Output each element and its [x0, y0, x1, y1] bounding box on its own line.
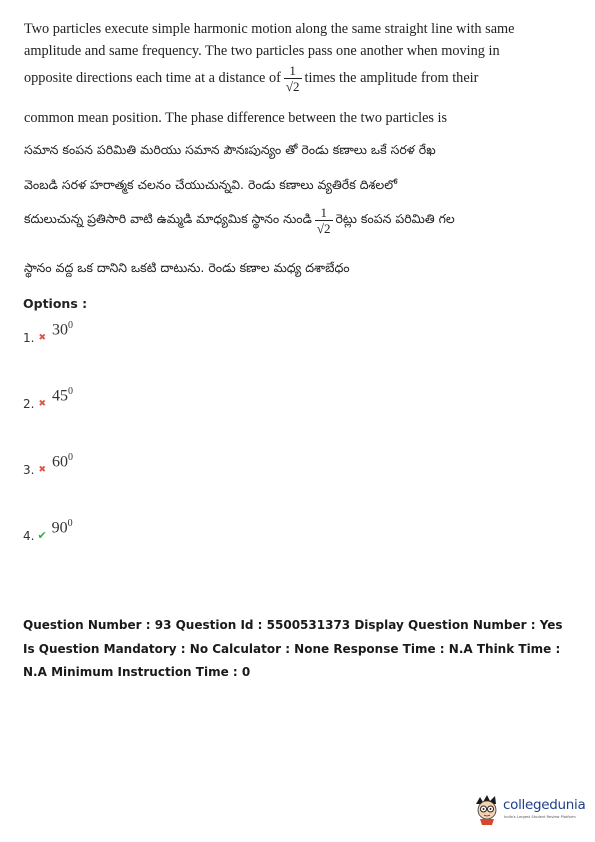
option-1[interactable]: [23, 320, 73, 346]
cross-icon: ✖: [38, 399, 46, 410]
mascot-icon: [472, 794, 502, 826]
fraction-one-over-root-two: [284, 63, 302, 94]
check-icon: ✔: [37, 529, 47, 543]
telugu-line-2: వెంబడి సరళ హరాత్మక చలనం చేయుచున్నవి. రెండు కణాలు వ్యతిరేక దిశలలో: [24, 177, 398, 192]
question-line-2: amplitude and same frequency. The two particles pass one another when moving in: [24, 43, 500, 59]
option-value: $60^0$: [52, 452, 73, 471]
option-number: 2.: [23, 397, 35, 412]
option-number: 3.: [23, 463, 35, 478]
cross-icon: ✖: [38, 465, 46, 476]
telugu-line-3: [24, 205, 455, 236]
option-value: $90^0$: [51, 518, 73, 537]
option-number: 1.: [23, 331, 35, 346]
telugu-line-3-end: రెట్లు కంపన పరిమితి గల: [335, 211, 455, 226]
logo-wordmark: collegedunia: [503, 797, 586, 813]
option-value: $45^0$: [52, 386, 73, 405]
option-2[interactable]: [23, 386, 73, 412]
telugu-line-3-start: కదులుచున్న ప్రతిసారి వాటి ఉమ్మడి మాధ్యమిక స్థానం నుండి: [24, 211, 312, 226]
fraction-denominator: √2: [285, 79, 300, 94]
option-4[interactable]: [23, 518, 73, 544]
options-label: Options :: [23, 296, 88, 311]
telugu-fraction: [315, 205, 333, 236]
telugu-line-1: సమాన కంపన పరిమితి మరియు సమాన పౌనఃపున్యం తో రెండు కణాలు ఒకే సరళ రేఖ: [24, 142, 436, 157]
telugu-fraction-denominator: √2: [316, 221, 331, 236]
option-value: $30^0$: [52, 320, 73, 339]
question-line-3: [24, 63, 479, 94]
question-line-4: common mean position. The phase difference between the two particles is: [24, 110, 448, 126]
telugu-line-4: స్థానం వద్ద ఒక దానిని ఒకటి దాటును. రెండు కణాల మధ్య దశాబేధం: [24, 260, 350, 275]
logo-tagline: India's Largest Student Review Platform: [504, 815, 576, 819]
question-line-3-start: opposite directions each time at a distance of: [24, 70, 281, 87]
question-line-1: Two particles execute simple harmonic motion along the same straight line with same: [24, 21, 515, 37]
option-number: 4.: [23, 529, 35, 544]
question-metadata: Question Number : 93 Question Id : 5500531373 Display Question Number : Yes Is Question Mandatory : No Calculator : None Response Time : N.A Think Time : N.A Minimum Instruction Time : 0: [23, 618, 563, 679]
cross-icon: ✖: [38, 333, 46, 344]
collegedunia-logo: [472, 792, 584, 832]
option-3[interactable]: [23, 452, 73, 478]
telugu-fraction-numerator: 1: [320, 205, 327, 220]
question-line-3-end: times the amplitude from their: [304, 70, 479, 87]
fraction-numerator: 1: [289, 63, 296, 78]
